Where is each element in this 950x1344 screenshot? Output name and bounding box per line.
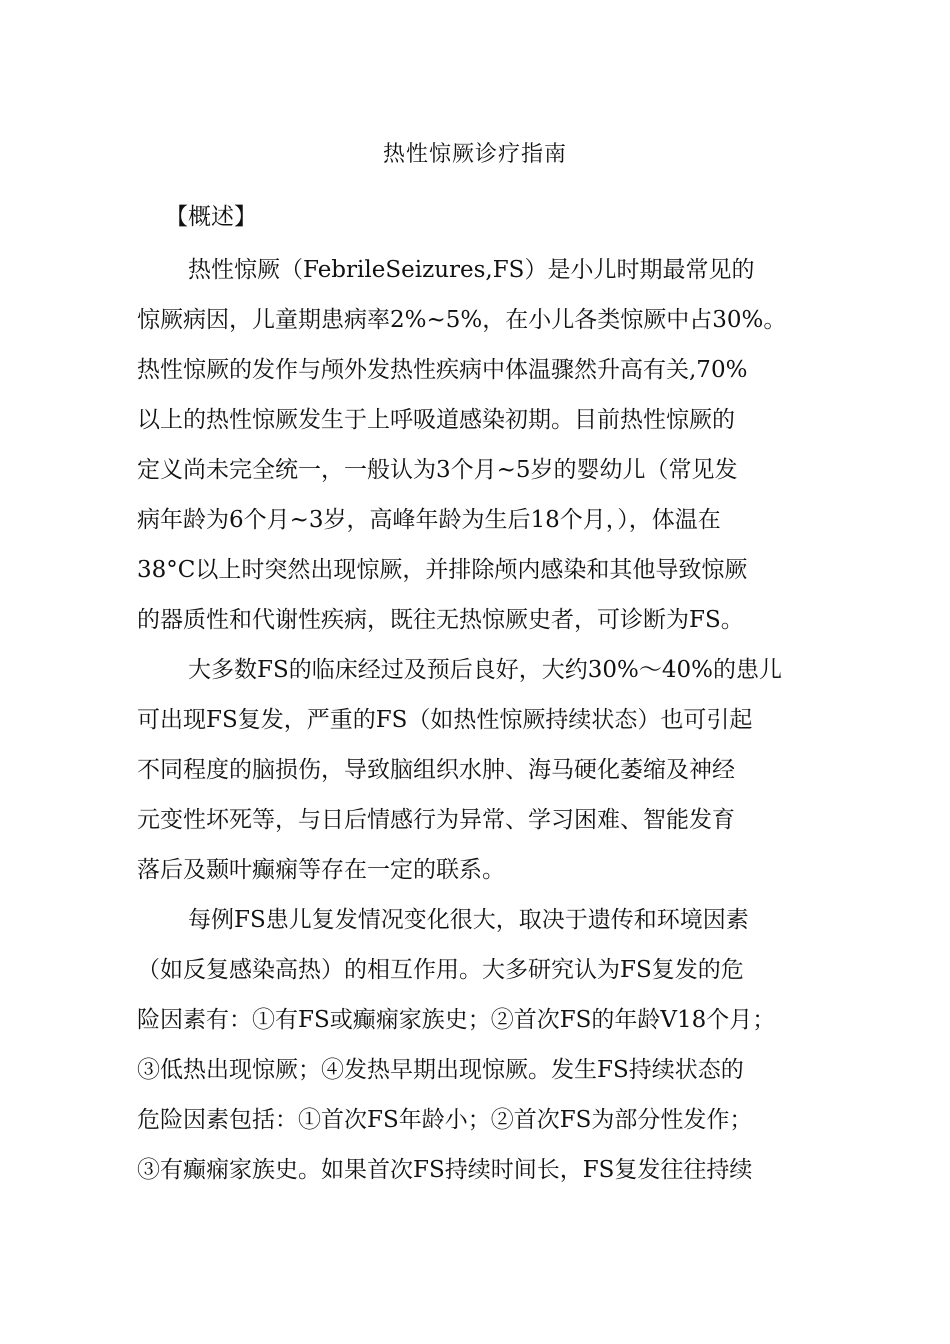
paragraph-line: 险因素有：①有FS或癫痫家族史；②首次FS的年龄V18个月； <box>137 1007 776 1033</box>
paragraph-line: 不同程度的脑损伤，导致脑组织水肿、海马硬化萎缩及神经 <box>137 757 735 783</box>
section-heading-overview: 【概述】 <box>165 204 257 230</box>
paragraph-line: 惊厥病因，儿童期患病率2%~5%，在小儿各类惊厥中占30%。 <box>137 307 787 333</box>
paragraph-line: 定义尚未完全统一，一般认为3个月~5岁的婴幼儿（常见发 <box>137 457 738 483</box>
paragraph-line: ③有癫痫家族史。如果首次FS持续时间长，FS复发往往持续 <box>137 1157 753 1183</box>
paragraph-line: 以上的热性惊厥发生于上呼吸道感染初期。目前热性惊厥的 <box>137 407 735 433</box>
paragraph-line: 每例FS患儿复发情况变化很大，取决于遗传和环境因素 <box>188 907 749 933</box>
paragraph-line: 落后及颞叶癫痫等存在一定的联系。 <box>137 857 505 883</box>
paragraph-line: 可出现FS复发，严重的FS（如热性惊厥持续状态）也可引起 <box>137 707 753 733</box>
paragraph-line: 热性惊厥的发作与颅外发热性疾病中体温骤然升高有关,70% <box>137 357 748 383</box>
document-title: 热性惊厥诊疗指南 <box>382 142 567 167</box>
paragraph-line: 38°C以上时突然出现惊厥，并排除颅内感染和其他导致惊厥 <box>137 557 748 583</box>
paragraph-line: （如反复感染高热）的相互作用。大多研究认为FS复发的危 <box>137 957 744 983</box>
paragraph-line: 热性惊厥（FebrileSeizures,FS）是小儿时期最常见的 <box>188 257 755 283</box>
paragraph-line: 危险因素包括：①首次FS年龄小；②首次FS为部分性发作； <box>137 1107 753 1133</box>
paragraph-line: ③低热出现惊厥；④发热早期出现惊厥。发生FS持续状态的 <box>137 1057 744 1083</box>
paragraph-line: 病年龄为6个月~3岁，高峰年龄为生后18个月，），体温在 <box>137 507 721 533</box>
paragraph-line: 大多数FS的临床经过及预后良好，大约30%〜40%的患儿 <box>188 657 782 683</box>
paragraph-line: 元变性坏死等，与日后情感行为异常、学习困难、智能发育 <box>137 807 735 833</box>
paragraph-line: 的器质性和代谢性疾病，既往无热惊厥史者，可诊断为FS。 <box>137 607 744 633</box>
